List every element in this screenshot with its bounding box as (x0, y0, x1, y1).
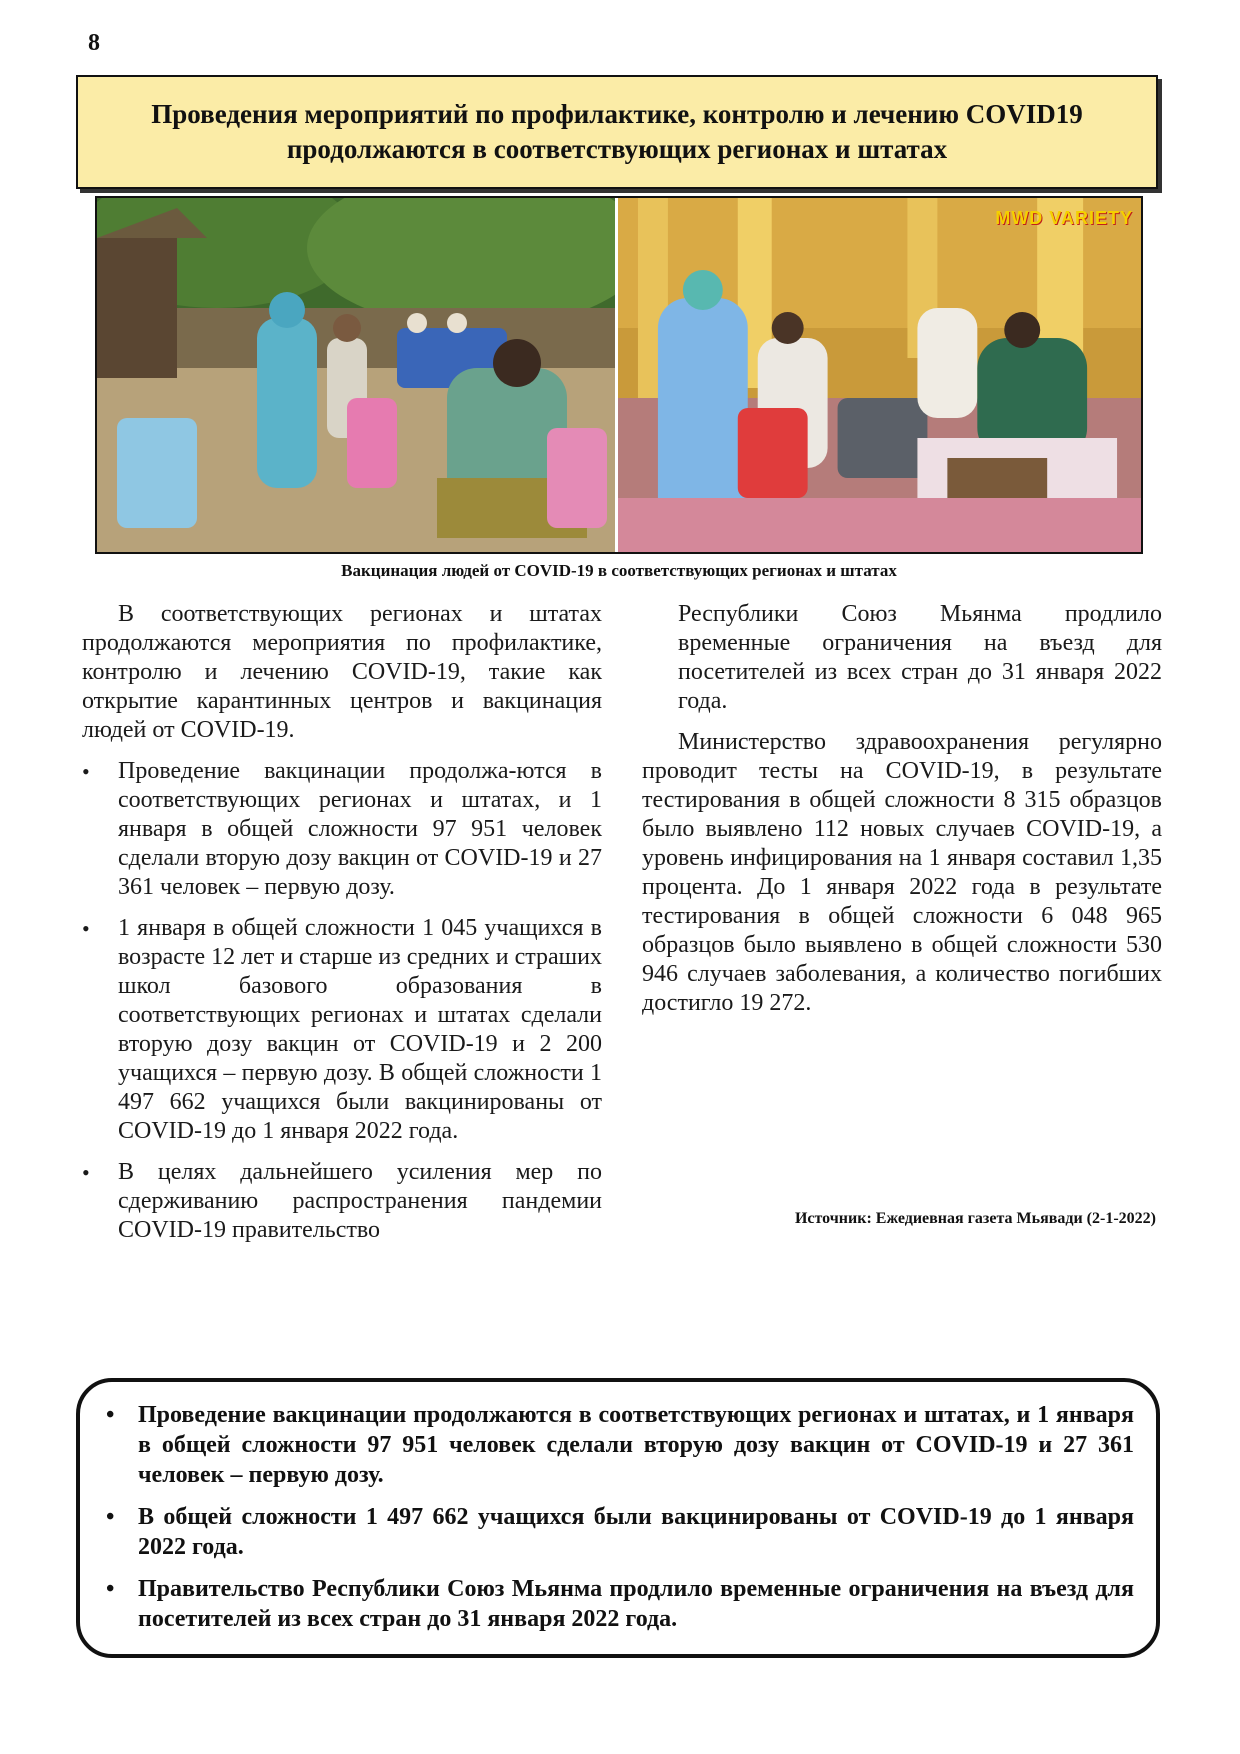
vaccination-temple-photo (618, 198, 1141, 552)
list-item: • Правительство Республики Союз Мьянма продлило временные ограничения на въезд для посетителей из всех стран до 31 января 2022 года. (102, 1574, 1134, 1634)
list-item: • В общей сложности 1 497 662 учащихся были вакцинированы от COVID-19 до 1 января 2022 года. (102, 1502, 1134, 1562)
bullet-list (82, 757, 602, 1245)
photo-caption: Вакцинация людей от COVID-19 в соответствующих регионах и штатах (341, 561, 897, 580)
continuation-paragraph: Республики Союз Мьянма продлило временные ограничения на въезд для посетителей из всех стран до 31 января 2022 года. (678, 601, 1162, 714)
temple-scene-icon (618, 198, 1141, 552)
broadcaster-logo: MWD VARIETY (995, 208, 1133, 228)
summary-box (76, 1378, 1160, 1658)
page-title: Проведения мероприятий по профилактике, контролю и лечению COVID19 продолжаются в соответствующих регионах и штатах (151, 99, 1083, 164)
list-item: • 1 января в общей сложности 1 045 учащихся в возрасте 12 лет и старше из средних и страших школ базового образования в соответствующих регионах и штатах сделали вторую дозу вакцин от COVID-19 и 2 200 учащихся – первую дозу. В общей сложности 1 497 662 учащихся были вакцинированы от COVID-19 до 1 января 2022 года. (82, 914, 602, 1146)
source-note: Источник: Ежедиевная газета Мьявади (2-1-2022) (794, 1210, 1156, 1227)
summary-list (102, 1400, 1134, 1634)
outdoor-scene-icon (97, 198, 615, 552)
list-item: • Проведение вакцинации продолжаются в соответствующих регионах и штатах, и 1 января в общей сложности 97 951 человек сделали вторую дозу вакцин от COVID-19 и 27 361 человек – первую дозу. (102, 1400, 1134, 1490)
right-column (642, 600, 1162, 1030)
page-number: 8 (88, 30, 100, 56)
list-item: • Проведение вакцинации продолжа-ются в соответствующих регионах и штатах, и 1 января в общей сложности 97 951 человек сделали вторую дозу вакцин от COVID-19 и 27 361 человек – первую дозу. (82, 757, 602, 902)
left-column (82, 600, 602, 1257)
photo-strip (95, 196, 1143, 554)
list-item: • В целях дальнейшего усиления мер по сдерживанию распространения пандемии COVID-19 правительство (82, 1158, 602, 1245)
title-banner (76, 75, 1158, 189)
vaccination-outdoor-photo (97, 198, 618, 552)
intro-paragraph: В соответствующих регионах и штатах продолжаются мероприятия по профилактике, контролю и лечению COVID-19, такие как открытие карантинных центров и вакцинация людей от COVID-19. (82, 601, 602, 743)
ministry-paragraph: Министерство здравоохранения регулярно проводит тесты на COVID-19, в результате тестирования в общей сложности 8 315 образцов было выявлено 112 новых случаев COVID-19, а уровень инфицирования на 1 января составил 1,35 процента. До 1 января 2022 года в результате тестирования в общей сложности 6 048 965 образцов было выявлено в общей сложности 530 946 случаев заболевания, а количество погибших достигло 19 272. (642, 729, 1162, 1016)
